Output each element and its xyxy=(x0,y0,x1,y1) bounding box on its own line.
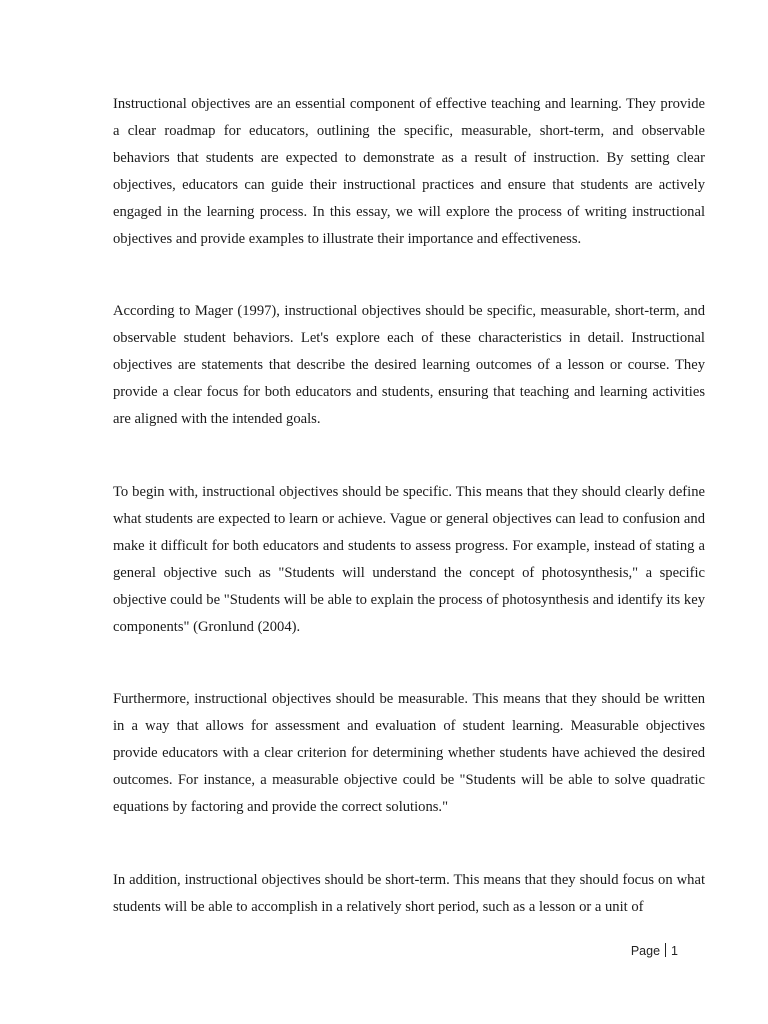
paragraph: According to Mager (1997), instructional objectives should be specific, measurable, short-term, and observable student behaviors. Let's explore each of these characteristics in detail. Instructional objectives are statements that describe the desired learning outcomes of a lesson or course. They provide a clear focus for both educators and students, ensuring that teaching and learning activities are aligned with the intended goals. xyxy=(113,303,705,428)
paragraph: In addition, instructional objectives should be short-term. This means that they should focus on what students will be able to accomplish in a relatively short period, such as a lesson or a unit of xyxy=(113,871,705,915)
paragraph: Furthermore, instructional objectives should be measurable. This means that they should be written in a way that allows for assessment and evaluation of student learning. Measurable objectives provide educators with a clear criterion for determining whether students have achieved the desired outcomes. For instance, a measurable objective could be "Students will be able to solve quadratic equations by factoring and provide the correct solutions." xyxy=(113,691,705,816)
document-body xyxy=(113,91,705,921)
paragraph: To begin with, instructional objectives should be specific. This means that they should clearly define what students are expected to learn or achieve. Vague or general objectives can lead to confusion and make it difficult for both educators and students to assess progress. For example, instead of stating a general objective such as "Students will understand the concept of photosynthesis," a specific objective could be "Students will be able to explain the process of photosynthesis and identify its key components" (Gronlund (2004). xyxy=(113,483,705,635)
paragraph: Instructional objectives are an essential component of effective teaching and learning. They provide a clear roadmap for educators, outlining the specific, measurable, short-term, and observable behaviors that students are expected to demonstrate as a result of instruction. By setting clear objectives, educators can guide their instructional practices and ensure that students are actively engaged in the learning process. In this essay, we will explore the process of writing instructional objectives and provide examples to illustrate their importance and effectiveness. xyxy=(113,96,705,247)
page-number: 1 xyxy=(671,944,678,958)
page-separator xyxy=(665,943,666,957)
page-footer xyxy=(631,942,678,960)
page-label: Page xyxy=(630,944,661,958)
